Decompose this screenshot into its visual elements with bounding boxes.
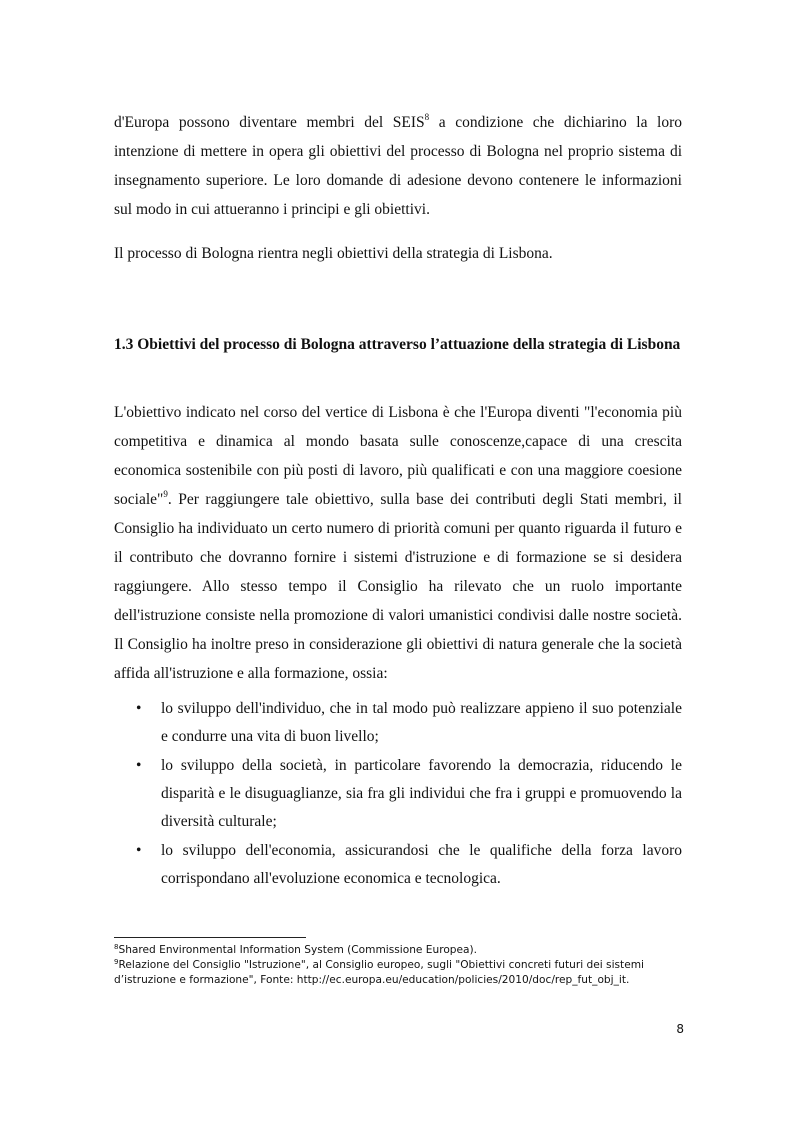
footnote-8 xyxy=(114,943,682,958)
list-item xyxy=(114,837,682,893)
body-paragraph-3 xyxy=(114,398,682,688)
footnote-ref-8: 8 xyxy=(424,112,430,122)
paragraph-3-text-start: L'obiettivo indicato nel corso del vertice di Lisbona è che l'Europa diventi "l'economia più competitiva e dinamica al mondo basata sulle conoscenze,capace di una crescita economica sostenibile con più posti di lavoro, più qualificati e con una maggiore coesione sociale" xyxy=(114,404,682,508)
paragraph-1-text-end: a condizione che dichiarino la loro intenzione di mettere in opera gli obiettivi del processo di Bologna nel proprio sistema di insegnamento superiore. Le loro domande di adesione devono contenere le informazioni sul modo in cui attueranno i principi e gli obiettivi. xyxy=(114,114,682,218)
footnote-9-continuation: d’istruzione e formazione", Fonte: http://ec.europa.eu/education/policies/2010/doc/rep_fut_obj_it. xyxy=(114,974,630,986)
footnote-number: 8 xyxy=(114,943,119,951)
paragraph-1-text-start: d'Europa possono diventare membri del SEIS xyxy=(114,114,425,131)
footnote-text: Relazione del Consiglio "Istruzione", al Consiglio europeo, sugli "Obiettivi concreti futuri dei sistemi xyxy=(118,959,644,971)
bullet-icon: • xyxy=(136,700,142,717)
footnote-number: 9 xyxy=(114,958,119,966)
paragraph-3-text-end: . Per raggiungere tale obiettivo, sulla base dei contributi degli Stati membri, il Consiglio ha individuato un certo numero di priorità comuni per quanto riguarda il futuro e il contributo che dovranno fornire i sistemi d'istruzione e di formazione se si desidera raggiungere. Allo stesso tempo il Consiglio ha rilevato che un ruolo importante dell'istruzione consiste nella promozione di valori umanistici condivisi dalle nostre società. Il Consiglio ha inoltre preso in considerazione gli obiettivi di natura generale che la società affida all'istruzione e alla formazione, ossia: xyxy=(114,491,682,682)
footnote-ref-9: 9 xyxy=(163,489,168,499)
footnote-text: Shared Environmental Information System (Commissione Europea). xyxy=(118,944,478,956)
footnotes xyxy=(114,943,682,988)
bullet-icon: • xyxy=(136,757,142,774)
list-item xyxy=(114,695,682,751)
list-item-text: lo sviluppo dell'individuo, che in tal modo può realizzare appieno il suo potenziale e condurre una vita di buon livello; xyxy=(161,700,682,745)
body-paragraph-2: Il processo di Bologna rientra negli obiettivi della strategia di Lisbona. xyxy=(114,245,553,262)
list-item xyxy=(114,752,682,836)
bullet-icon: • xyxy=(136,842,142,859)
objectives-list xyxy=(114,695,682,893)
footnote-9 xyxy=(114,958,682,973)
list-item-text: lo sviluppo dell'economia, assicurandosi che le qualifiche della forza lavoro corrispondano all'evoluzione economica e tecnologica. xyxy=(161,842,682,887)
section-heading: 1.3 Obiettivi del processo di Bologna attraverso l’attuazione della strategia di Lisbona xyxy=(114,336,681,353)
footnote-separator xyxy=(114,937,306,938)
list-item-text: lo sviluppo della società, in particolare favorendo la democrazia, riducendo le disparità e le disuguaglianze, sia fra gli individui che fra i gruppi e promuovendo la diversità culturale; xyxy=(161,757,682,830)
page-number: 8 xyxy=(676,1022,684,1036)
body-paragraph-1 xyxy=(114,108,682,224)
